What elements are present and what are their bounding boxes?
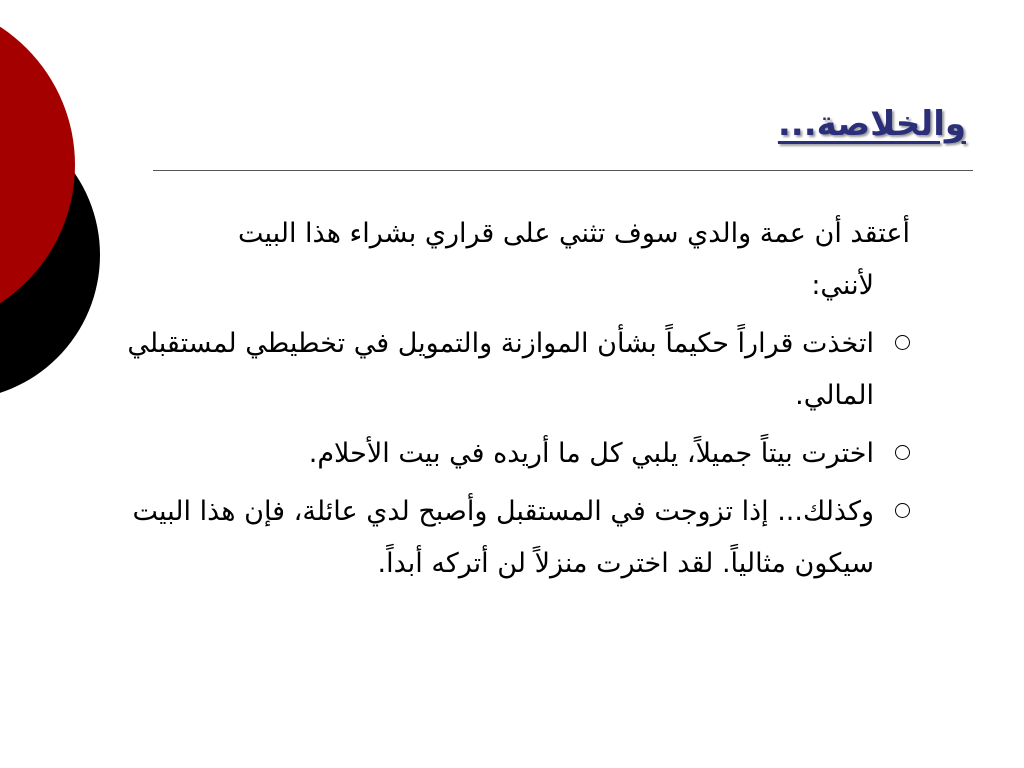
intro-line-2: لأنني: (811, 270, 874, 301)
bullet-item (118, 486, 910, 590)
bullet-text: اتخذت قراراً حكيماً بشأن الموازنة والتمويل في تخطيطي لمستقبلي المالي. (127, 328, 874, 411)
bullet-item (118, 428, 910, 480)
bullet-text: اخترت بيتاً جميلاً، يلبي كل ما أريده في بيت الأحلام. (308, 438, 874, 469)
intro-paragraph (118, 208, 910, 312)
bullet-text: وكذلك... إذا تزوجت في المستقبل وأصبح لدي عائلة، فإن هذا البيت سيكون مثالياً. لقد اخترت منزلاً لن أتركه أبداً. (132, 496, 874, 579)
intro-line-1: أعتقد أن عمة والدي سوف تثني على قراري بشراء هذا البيت (237, 218, 910, 249)
title-divider (153, 170, 973, 171)
slide-title: والخلاصة... (777, 104, 966, 144)
hollow-circle-bullet-icon (895, 503, 910, 518)
bullet-list (118, 318, 910, 590)
bullet-item (118, 318, 910, 422)
slide-body (118, 208, 910, 596)
hollow-circle-bullet-icon (895, 445, 910, 460)
hollow-circle-bullet-icon (895, 335, 910, 350)
